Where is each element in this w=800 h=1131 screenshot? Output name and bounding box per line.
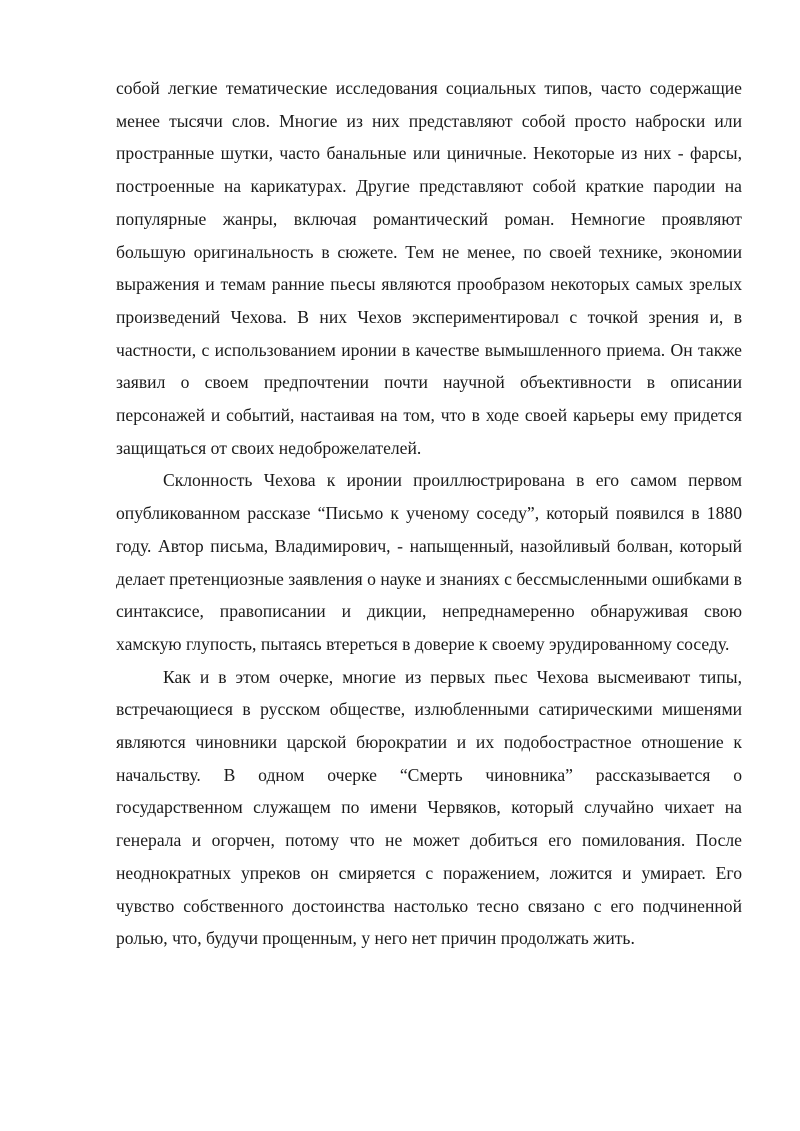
document-page xyxy=(116,72,742,955)
paragraph-1: собой легкие тематические исследования социальных типов, часто содержащие менее тысячи слов. Многие из них представляют собой просто наброски или пространные шутки, часто банальные или циничные. Некоторые из них - фарсы, построенные на карикатурах. Другие представляют собой краткие пародии на популярные жанры, включая романтический роман. Немногие проявляют большую оригинальность в сюжете. Тем не менее, по своей технике, экономии выражения и темам ранние пьесы являются прообразом некоторых самых зрелых произведений Чехова. В них Чехов экспериментировал с точкой зрения и, в частности, с использованием иронии в качестве вымышленного приема. Он также заявил о своем предпочтении почти научной объективности в описании персонажей и событий, настаивая на том, что в ходе своей карьеры ему придется защищаться от своих недоброжелателей. xyxy=(116,78,742,458)
paragraph-3: Как и в этом очерке, многие из первых пьес Чехова высмеивают типы, встречающиеся в русском обществе, излюбленными сатирическими мишенями являются чиновники царской бюрократии и их подобострастное отношение к начальству. В одном очерке “Смерть чиновника” рассказывается о государственном служащем по имени Червяков, который случайно чихает на генерала и огорчен, потому что не может добиться его помилования. После неоднократных упреков он смиряется с поражением, ложится и умирает. Его чувство собственного достоинства настолько тесно связано с его подчиненной ролью, что, будучи прощенным, у него нет причин продолжать жить. xyxy=(116,666,742,949)
paragraph-2: Склонность Чехова к иронии проиллюстрирована в его самом первом опубликованном рассказе “Письмо к ученому соседу”, который появился в 1880 году. Автор письма, Владимирович, - напыщенный, назойливый болван, который делает претенциозные заявления о науке и знаниях с бессмысленными ошибками в синтаксисе, правописании и дикции, непреднамеренно обнаруживая свою хамскую глупость, пытаясь втереться в доверие к своему эрудированному соседу. xyxy=(116,470,742,654)
